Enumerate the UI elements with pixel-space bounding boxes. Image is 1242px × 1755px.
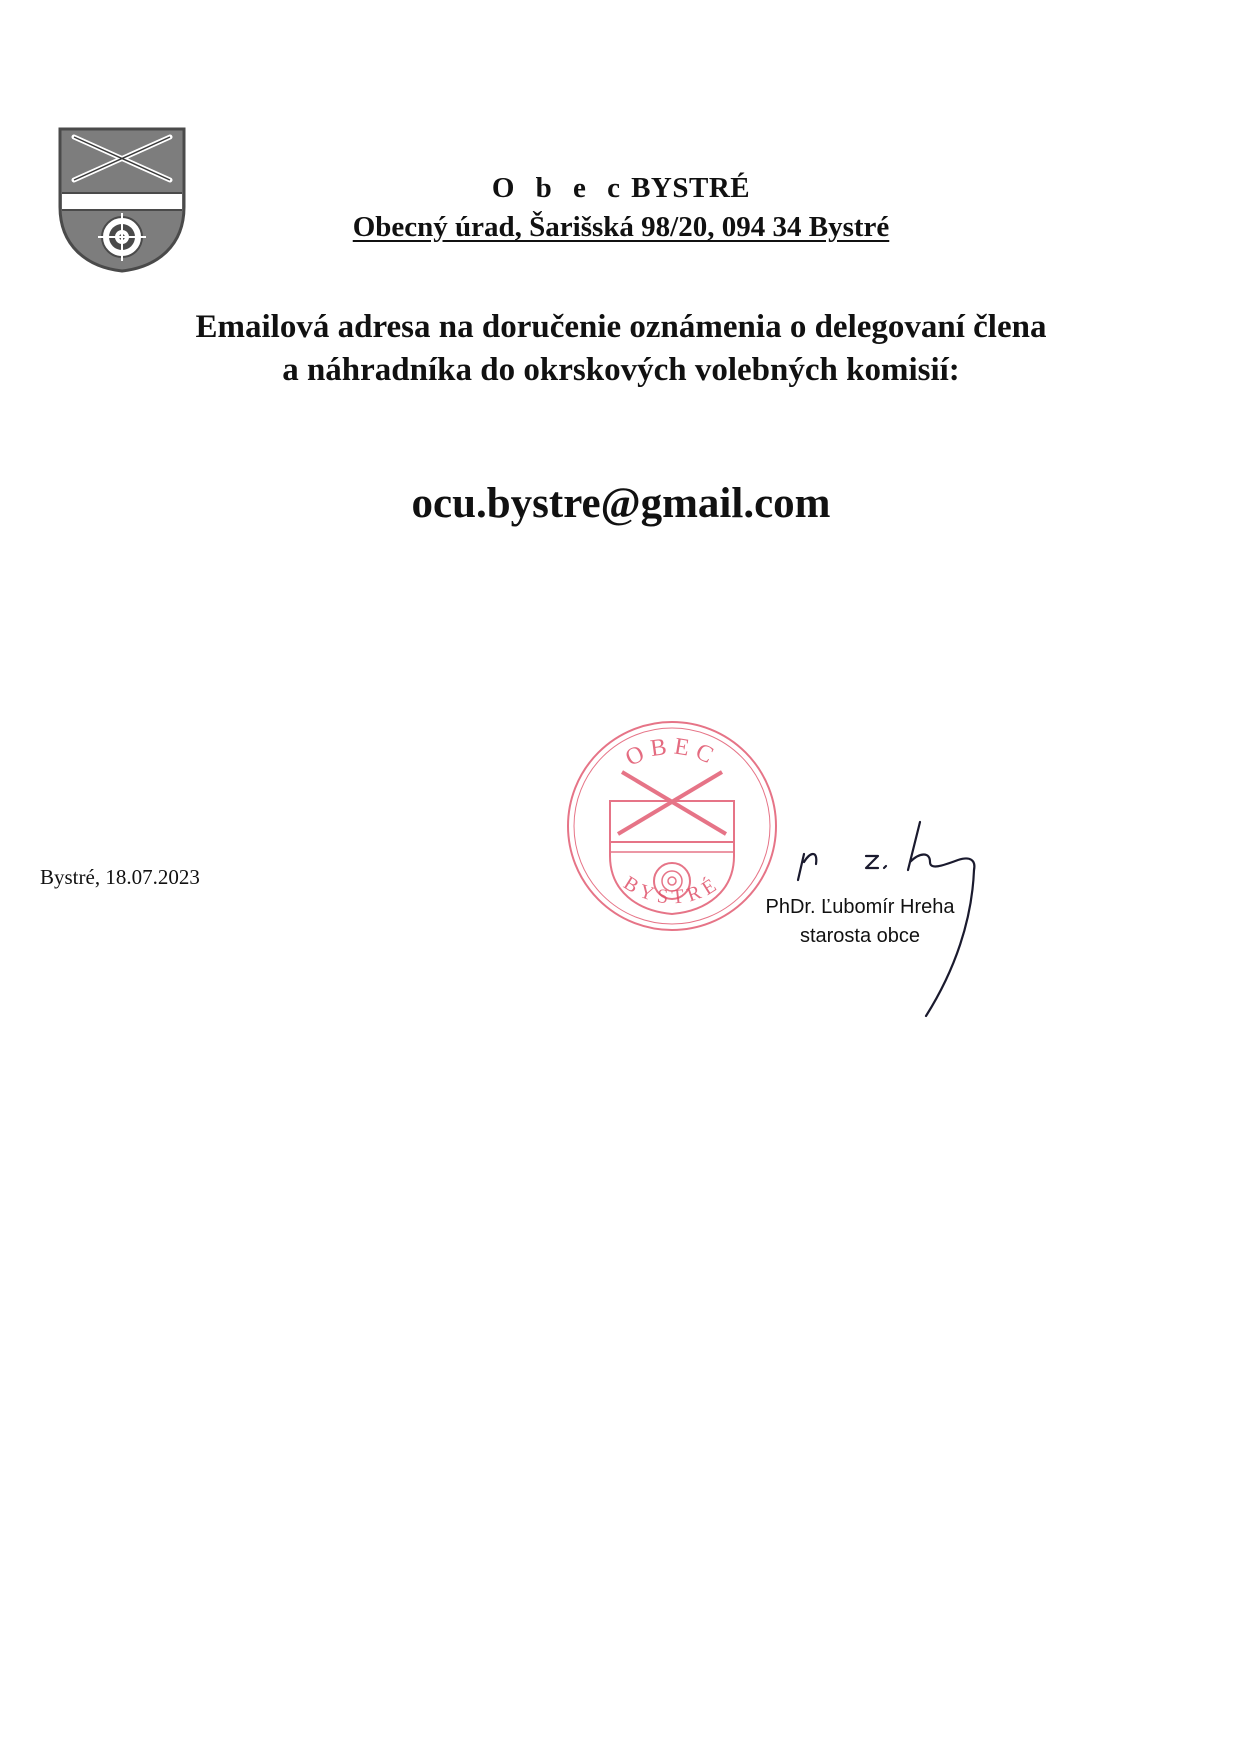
- signer-name: PhDr. Ľubomír Hreha: [765, 896, 955, 918]
- stamp-bottom-text: BYSTRÉ: [619, 872, 725, 909]
- signer-block: [740, 893, 980, 951]
- signer-role: starosta obce: [799, 925, 921, 947]
- subject-line-2: a náhradníka do okrskových volebných komisií:: [282, 352, 960, 388]
- municipality-name: [0, 172, 1242, 205]
- municipality-name-main: BYSTRÉ: [631, 172, 751, 204]
- municipality-name-prefix: O b e c: [491, 172, 628, 204]
- stamp-top-text: OBEC: [621, 733, 723, 772]
- place-and-date: Bystré, 18.07.2023: [40, 865, 200, 889]
- subject-line-1: Emailová adresa na doručenie oznámenia o delegovaní člena: [195, 309, 1047, 345]
- document-subject: [60, 306, 1182, 392]
- office-address: Obecný úrad, Šarišská 98/20, 094 34 Bystré: [352, 211, 890, 243]
- contact-email: ocu.bystre@gmail.com: [411, 480, 831, 527]
